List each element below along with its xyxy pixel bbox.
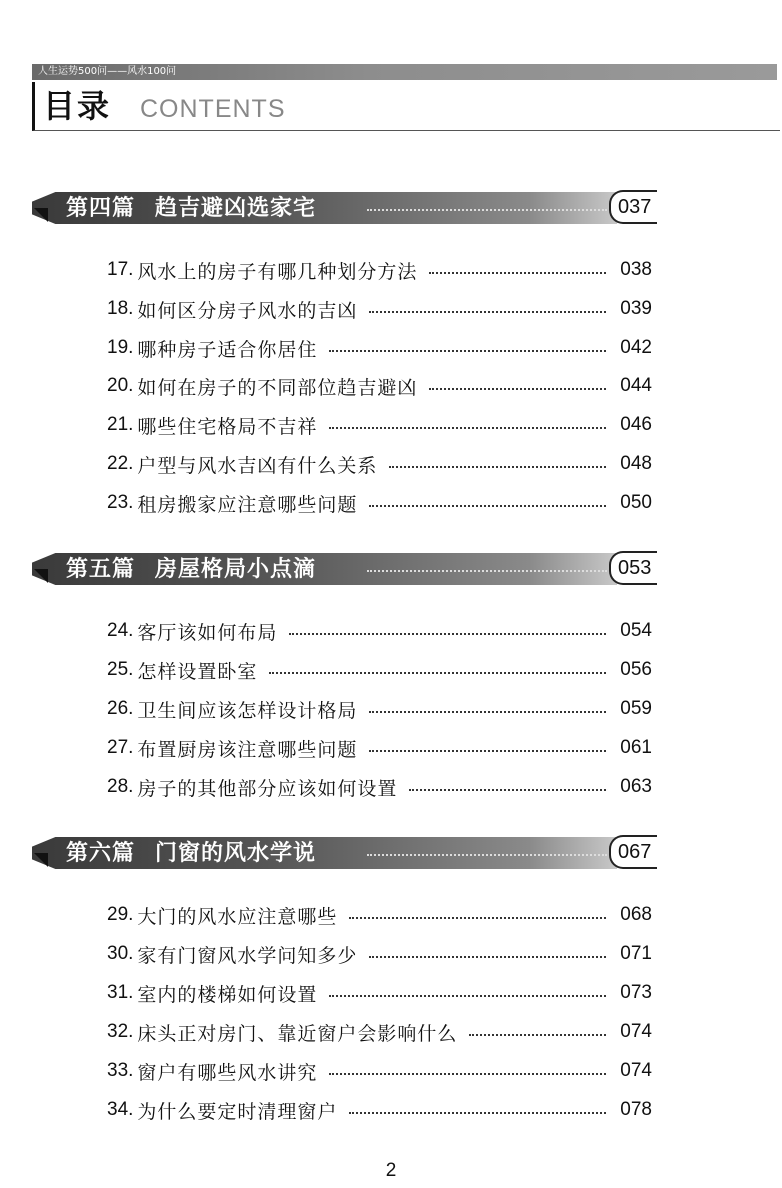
section-banner — [32, 549, 752, 589]
section-title: 第四篇 — [66, 195, 136, 221]
entry-number: 34. — [107, 1099, 134, 1120]
toc-entry[interactable] — [107, 980, 652, 1006]
entry-page: 071 — [620, 943, 652, 964]
entry-title: 如何区分房子风水的吉凶 — [137, 299, 358, 322]
entry-number: 23. — [107, 492, 134, 513]
section-subtitle: 门窗的风水学说 — [155, 840, 317, 866]
banner-corner-icon — [34, 569, 48, 583]
entry-title: 哪些住宅格局不吉祥 — [137, 415, 318, 438]
toc-entry[interactable] — [107, 1097, 652, 1123]
entry-number: 32. — [107, 1021, 134, 1042]
entry-title: 家有门窗风水学问知多少 — [137, 944, 358, 967]
entry-number: 30. — [107, 943, 134, 964]
entry-number: 17. — [107, 259, 134, 280]
section-page[interactable]: 037 — [609, 190, 657, 224]
entry-number: 31. — [107, 982, 134, 1003]
entry-number: 21. — [107, 414, 134, 435]
entry-title: 客厅该如何布局 — [137, 621, 278, 644]
entry-page: 068 — [620, 904, 652, 925]
entry-number: 24. — [107, 620, 134, 641]
banner-corner-icon — [34, 208, 48, 222]
entry-page: 046 — [620, 414, 652, 435]
entry-number: 18. — [107, 298, 134, 319]
entry-page: 063 — [620, 776, 652, 797]
toc-entry[interactable] — [107, 412, 652, 438]
toc-entry[interactable] — [107, 618, 652, 644]
entry-page: 061 — [620, 737, 652, 758]
toc-entry[interactable] — [107, 657, 652, 683]
entry-title: 为什么要定时清理窗户 — [137, 1100, 338, 1123]
toc-entry[interactable] — [107, 696, 652, 722]
section-subtitle: 趋吉避凶选家宅 — [155, 195, 317, 221]
banner-corner-icon — [34, 853, 48, 867]
entry-number: 19. — [107, 337, 134, 358]
entry-page: 073 — [620, 982, 652, 1003]
entry-title: 风水上的房子有哪几种划分方法 — [137, 260, 418, 283]
entry-title: 哪种房子适合你居住 — [137, 338, 318, 361]
entry-page: 050 — [620, 492, 652, 513]
entry-page: 044 — [620, 375, 652, 396]
toc-entry[interactable] — [107, 490, 652, 516]
section-title: 第五篇 — [66, 556, 136, 582]
toc-entry[interactable] — [107, 774, 652, 800]
toc-entry[interactable] — [107, 257, 652, 283]
entry-number: 26. — [107, 698, 134, 719]
entry-page: 078 — [620, 1099, 652, 1120]
entry-page: 039 — [620, 298, 652, 319]
toc-entry[interactable] — [107, 373, 652, 399]
entry-number: 25. — [107, 659, 134, 680]
entry-number: 29. — [107, 904, 134, 925]
section-banner — [32, 833, 752, 873]
entry-title: 户型与风水吉凶有什么关系 — [137, 454, 378, 477]
entry-number: 28. — [107, 776, 134, 797]
entry-number: 27. — [107, 737, 134, 758]
entry-page: 048 — [620, 453, 652, 474]
entry-page: 056 — [620, 659, 652, 680]
running-header: 人生运势500问——风水100问 — [32, 64, 777, 80]
entry-title: 大门的风水应注意哪些 — [137, 905, 338, 928]
toc-entry[interactable] — [107, 1019, 652, 1045]
entry-number: 33. — [107, 1060, 134, 1081]
entry-title: 怎样设置卧室 — [137, 660, 258, 683]
entry-title: 房子的其他部分应该如何设置 — [137, 777, 398, 800]
entry-page: 074 — [620, 1021, 652, 1042]
entry-page: 038 — [620, 259, 652, 280]
entry-title: 布置厨房该注意哪些问题 — [137, 738, 358, 761]
section-page[interactable]: 053 — [609, 551, 657, 585]
toc-entry[interactable] — [107, 296, 652, 322]
entry-title: 如何在房子的不同部位趋吉避凶 — [137, 376, 418, 399]
entry-number: 22. — [107, 453, 134, 474]
toc-entry[interactable] — [107, 1058, 652, 1084]
entry-title: 卫生间应该怎样设计格局 — [137, 699, 358, 722]
entry-title: 室内的楼梯如何设置 — [137, 983, 318, 1006]
section-page[interactable]: 067 — [609, 835, 657, 869]
toc-entry[interactable] — [107, 941, 652, 967]
entry-page: 074 — [620, 1060, 652, 1081]
entry-page: 054 — [620, 620, 652, 641]
section-banner — [32, 188, 752, 228]
toc-entry[interactable] — [107, 335, 652, 361]
entry-page: 059 — [620, 698, 652, 719]
entry-page: 042 — [620, 337, 652, 358]
entry-title: 窗户有哪些风水讲究 — [137, 1061, 318, 1084]
entry-title: 租房搬家应注意哪些问题 — [137, 493, 358, 516]
toc-entry[interactable] — [107, 451, 652, 477]
toc-title-en: CONTENTS — [140, 95, 286, 123]
section-subtitle: 房屋格局小点滴 — [155, 556, 317, 582]
toc-entry[interactable] — [107, 902, 652, 928]
entry-title: 床头正对房门、靠近窗户会影响什么 — [137, 1022, 458, 1045]
page-number: 2 — [385, 1160, 397, 1181]
entry-number: 20. — [107, 375, 134, 396]
toc-title-block — [32, 82, 780, 131]
toc-title: 目录 — [43, 87, 112, 125]
toc-entry[interactable] — [107, 735, 652, 761]
section-title: 第六篇 — [66, 840, 136, 866]
